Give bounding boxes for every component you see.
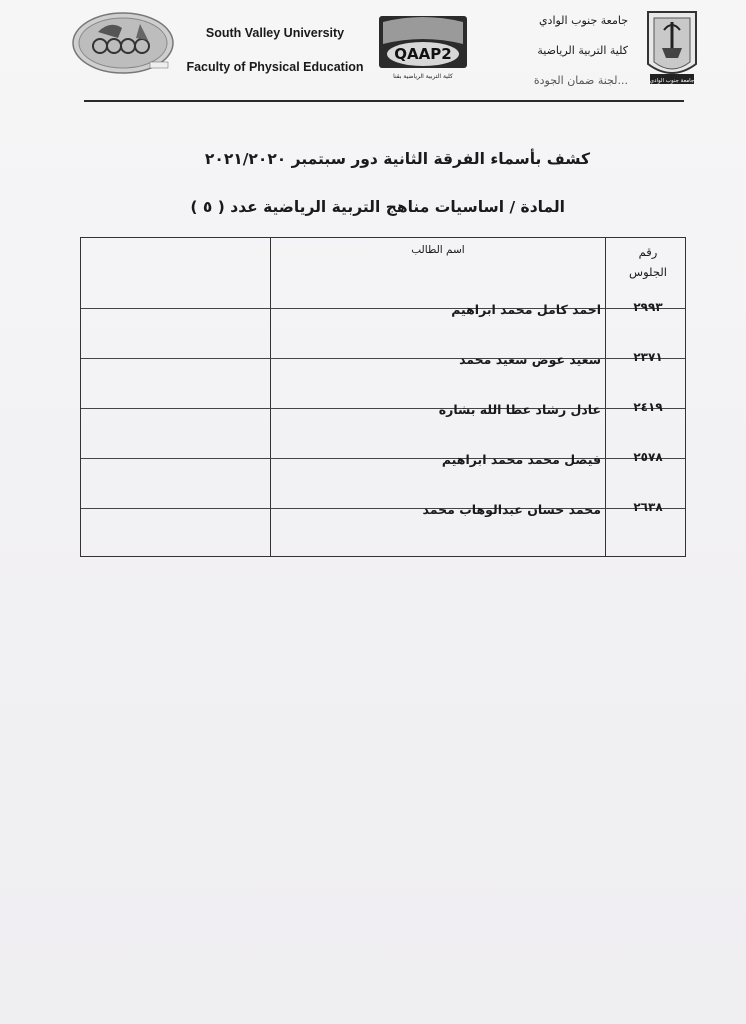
qaap-logo bbox=[377, 14, 469, 82]
faculty-logo-left bbox=[70, 10, 176, 76]
university-name-ar: جامعة جنوب الوادي bbox=[538, 14, 628, 27]
svg-text:جامعة جنوب الوادي: جامعة جنوب الوادي bbox=[649, 78, 695, 84]
faculty-name-en: Faculty of Physical Education bbox=[186, 60, 364, 74]
student-name-cell: عادل رشاد عطا الله بشاره bbox=[438, 402, 601, 417]
header-seat-line2: الجلوس bbox=[629, 265, 667, 279]
arabic-header bbox=[498, 6, 628, 96]
university-logo-right bbox=[644, 8, 700, 88]
student-name-cell: محمد حسان عبدالوهاب محمد bbox=[422, 502, 601, 517]
student-name-cell: احمد كامل محمد ابراهيم bbox=[451, 302, 601, 317]
english-header bbox=[180, 16, 370, 84]
student-name-cell: فيصل محمد محمد ابراهيم bbox=[441, 452, 601, 467]
seat-number-cell: ٢٦٣٨ bbox=[633, 500, 663, 514]
header-student-name: اسم الطالب bbox=[411, 244, 465, 256]
seat-number-cell: ٢٩٩٣ bbox=[633, 300, 663, 314]
document-title: كشف بأسماء الفرقة الثانية دور سبتمبر ٢٠٢١/٢٠٢٠ bbox=[204, 150, 590, 168]
subject-title: المادة / اساسيات مناهج التربية الرياضية عدد ( ٥ ) bbox=[190, 198, 565, 216]
university-name-en: South Valley University bbox=[205, 26, 345, 40]
header-seat-number bbox=[609, 242, 687, 282]
committee-name-ar: ...لجنة ضمان الجودة bbox=[533, 74, 628, 87]
seat-number-cell: ٢٤١٩ bbox=[633, 400, 663, 414]
faculty-name-ar: كلية التربية الرياضية bbox=[537, 44, 628, 57]
header-seat-line1: رقم bbox=[638, 245, 658, 259]
svg-text:QAAP2: QAAP2 bbox=[394, 45, 452, 63]
student-roster-table bbox=[80, 237, 686, 557]
seat-number-cell: ٢٣٧١ bbox=[633, 350, 663, 364]
header-divider bbox=[84, 100, 684, 102]
student-name-cell: سعيد عوض سعيد محمد bbox=[459, 352, 601, 367]
seat-number-cell: ٢٥٧٨ bbox=[633, 450, 663, 464]
svg-text:كلية التربية الرياضية بقنا: كلية التربية الرياضية بقنا bbox=[393, 73, 453, 80]
